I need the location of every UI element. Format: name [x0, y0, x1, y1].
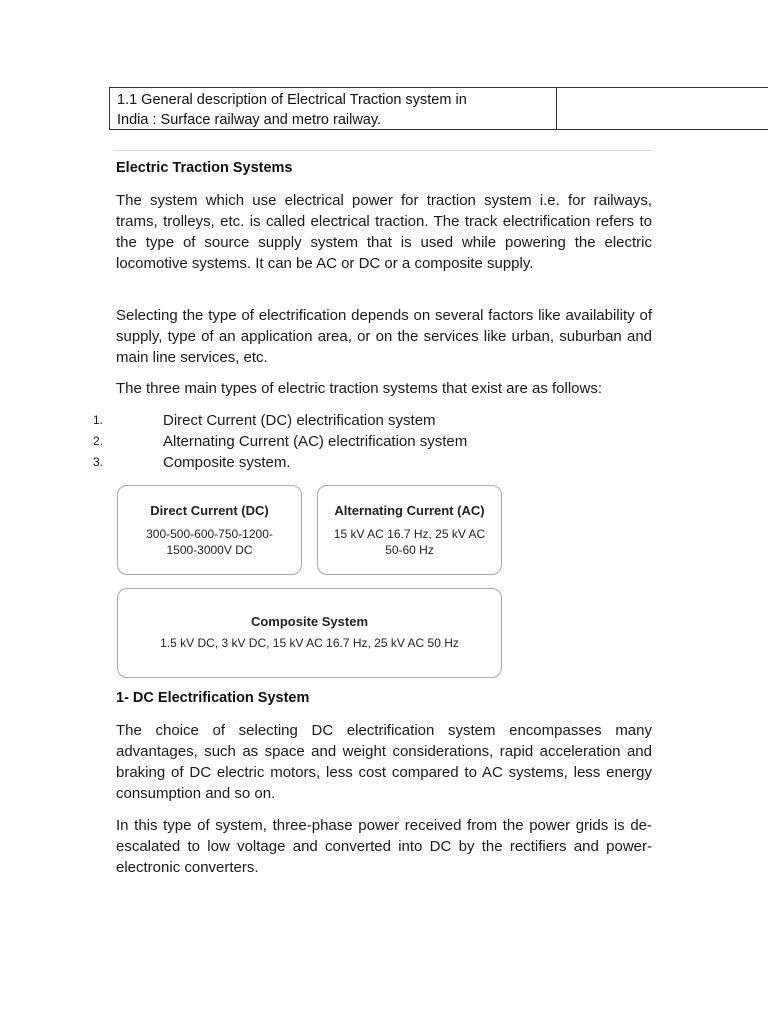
ac-box-line-1: 15 kV AC 16.7 Hz, 25 kV AC — [333, 527, 486, 541]
dc-box-line-2: 1500-3000V DC — [166, 543, 253, 557]
list-number: 3. — [93, 455, 104, 469]
traction-types-list — [0, 410, 768, 473]
composite-box-title: Composite System — [250, 614, 369, 629]
list-number: 1. — [93, 413, 104, 427]
list-text: Direct Current (DC) electrification system — [163, 412, 436, 429]
header-table — [109, 87, 768, 130]
header-table-cell-title — [110, 88, 557, 129]
paragraph-dc-advantages: The choice of selecting DC electrification system encompasses many advantages, such as space and weight considerations, rapid acceleration and braking of DC electric motors, less cost compared to AC systems, less energy consumption and so on. — [116, 722, 652, 802]
list-item — [0, 410, 768, 431]
list-item — [0, 431, 768, 452]
section-heading-dc-electrification: 1- DC Electrification System — [116, 690, 310, 706]
section-divider — [113, 150, 653, 151]
ac-box-title: Alternating Current (AC) — [334, 503, 485, 518]
ac-box-line-2: 50-60 Hz — [385, 543, 434, 557]
paragraph-selection: Selecting the type of electrification depends on several factors like availability of supply, type of an application area, or on the services like urban, suburban and main line services, etc. — [116, 307, 652, 366]
header-title-line-1: 1.1 General description of Electrical Traction system in — [117, 92, 467, 108]
composite-system-box — [117, 588, 502, 678]
dc-box-title: Direct Current (DC) — [150, 503, 269, 518]
dc-box-line-1: 300-500-600-750-1200- — [146, 527, 273, 541]
list-text: Alternating Current (AC) electrification system — [163, 433, 468, 450]
list-text: Composite system. — [163, 454, 291, 471]
paragraph-intro: The system which use electrical power for traction system i.e. for railways, trams, trolleys, etc. is called electrical traction. The track electrification refers to the type of source supply system that is used while powering the electric locomotive systems. It can be AC or DC or a composite supply. — [116, 192, 652, 272]
ac-system-box — [317, 485, 502, 575]
list-item — [0, 452, 768, 473]
paragraph-dc-conversion: In this type of system, three-phase power received from the power grids is de-escalated to low voltage and converted into DC by the rectifiers and power-electronic converters. — [116, 817, 652, 876]
composite-box-line-1: 1.5 kV DC, 3 kV DC, 15 kV AC 16.7 Hz, 25 kV AC 50 Hz — [160, 636, 459, 650]
header-title-line-2: India : Surface railway and metro railway. — [117, 112, 382, 128]
paragraph-three-types: The three main types of electric traction systems that exist are as follows: — [116, 380, 603, 397]
list-number: 2. — [93, 434, 104, 448]
dc-system-box — [117, 485, 302, 575]
header-table-cell-empty — [557, 88, 768, 129]
section-heading-electric-traction: Electric Traction Systems — [116, 160, 293, 176]
